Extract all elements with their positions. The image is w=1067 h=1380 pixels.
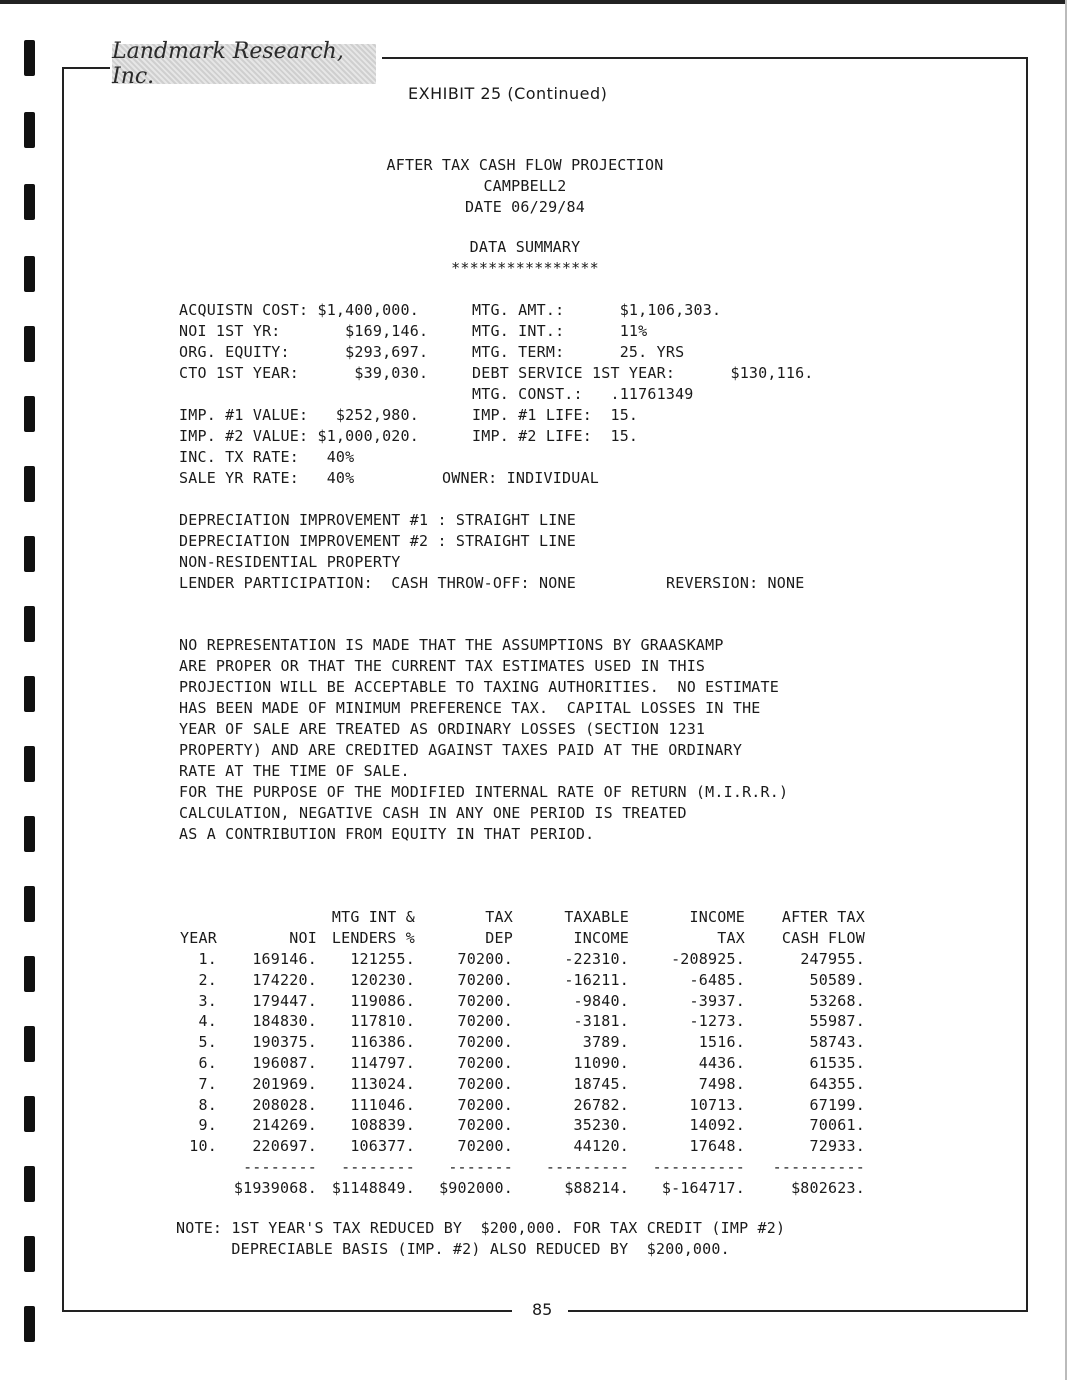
binder-hole bbox=[24, 184, 35, 220]
disclaimer-line: AS A CONTRIBUTION FROM EQUITY IN THAT PERIOD. bbox=[179, 825, 595, 843]
table-cell: 3. bbox=[198, 991, 217, 1010]
binder-holes bbox=[0, 0, 40, 1380]
table-row bbox=[180, 990, 865, 1011]
table-cell: 70200. bbox=[457, 1137, 513, 1156]
company-logo: Landmark Research, Inc. bbox=[112, 44, 376, 84]
table-cell: -9840. bbox=[573, 991, 629, 1010]
table-cell: 7498. bbox=[698, 1074, 745, 1093]
mortgage-constant: MTG. CONST.: .11761349 bbox=[472, 385, 694, 403]
debt-service: DEBT SERVICE 1ST YEAR: $130,116. bbox=[472, 364, 814, 382]
table-cell: 53268. bbox=[809, 991, 865, 1010]
table-row bbox=[180, 1094, 865, 1115]
table-cell: 6. bbox=[198, 1053, 217, 1072]
table-cell: 11090. bbox=[573, 1053, 629, 1072]
binder-hole bbox=[24, 606, 35, 642]
report-date: DATE 06/29/84 bbox=[465, 198, 585, 216]
disclaimer-line: PROPERTY) AND ARE CREDITED AGAINST TAXES PAID AT THE ORDINARY bbox=[179, 741, 743, 759]
binder-hole bbox=[24, 1166, 35, 1202]
page-top-edge bbox=[0, 0, 1067, 4]
table-row bbox=[180, 1032, 865, 1053]
table-row bbox=[180, 949, 865, 970]
table-cell: 106377. bbox=[350, 1137, 415, 1156]
table-row bbox=[180, 1136, 865, 1157]
binder-hole bbox=[24, 40, 35, 76]
table-cell: $1148849. bbox=[331, 1178, 415, 1197]
table-cell: -22310. bbox=[564, 949, 629, 968]
table-cell: 67199. bbox=[809, 1095, 865, 1114]
disclaimer-line: NO REPRESENTATION IS MADE THAT THE ASSUMPTIONS BY GRAASKAMP bbox=[179, 636, 724, 654]
table-cell: 184830. bbox=[252, 1012, 317, 1031]
income-tax-rate: INC. TX RATE: 40% bbox=[179, 448, 355, 466]
frame-border bbox=[62, 67, 110, 69]
table-cell: -1273. bbox=[689, 1012, 745, 1031]
table-cell: 196087. bbox=[252, 1053, 317, 1072]
table-cell: 174220. bbox=[252, 970, 317, 989]
header-cell: CASH FLOW bbox=[781, 929, 865, 948]
noi-first-year: NOI 1ST YR: $169,146. bbox=[179, 322, 429, 340]
page-number: 85 bbox=[532, 1300, 553, 1319]
table-cell: 70200. bbox=[457, 1053, 513, 1072]
disclaimer-line: FOR THE PURPOSE OF THE MODIFIED INTERNAL RATE OF RETURN (M.I.R.R.) bbox=[179, 783, 789, 801]
disclaimer-line: CALCULATION, NEGATIVE CASH IN ANY ONE PERIOD IS TREATED bbox=[179, 804, 687, 822]
table-cell: 190375. bbox=[252, 1033, 317, 1052]
table-totals-row bbox=[180, 1177, 865, 1198]
table-row bbox=[180, 969, 865, 990]
table-cell: 8. bbox=[198, 1095, 217, 1114]
improvement-1-life: IMP. #1 LIFE: 15. bbox=[472, 406, 639, 424]
table-cell: $902000. bbox=[439, 1178, 513, 1197]
binder-hole bbox=[24, 816, 35, 852]
table-cell: 64355. bbox=[809, 1074, 865, 1093]
section-underline: **************** bbox=[451, 259, 599, 277]
table-cell: 214269. bbox=[252, 1116, 317, 1135]
table-cell: ------- bbox=[448, 1157, 513, 1176]
table-cell: 61535. bbox=[809, 1053, 865, 1072]
table-cell: 5. bbox=[198, 1033, 217, 1052]
frame-border bbox=[568, 1310, 1028, 1312]
table-cell: 10. bbox=[189, 1137, 217, 1156]
header-cell: INCOME bbox=[573, 929, 629, 948]
header-cell: TAX bbox=[485, 908, 513, 927]
table-cell: 50589. bbox=[809, 970, 865, 989]
table-cell: 70061. bbox=[809, 1116, 865, 1135]
table-cell: -3181. bbox=[573, 1012, 629, 1031]
table-cell: 26782. bbox=[573, 1095, 629, 1114]
table-cell: 9. bbox=[198, 1116, 217, 1135]
table-row bbox=[180, 1073, 865, 1094]
disclaimer-line: RATE AT THE TIME OF SALE. bbox=[179, 762, 410, 780]
table-cell: $88214. bbox=[564, 1178, 629, 1197]
table-cell: 70200. bbox=[457, 1033, 513, 1052]
table-cell: 111046. bbox=[350, 1095, 415, 1114]
mortgage-interest: MTG. INT.: 11% bbox=[472, 322, 648, 340]
binder-hole bbox=[24, 466, 35, 502]
table-cell: 70200. bbox=[457, 1012, 513, 1031]
binder-hole bbox=[24, 536, 35, 572]
table-cell: 113024. bbox=[350, 1074, 415, 1093]
frame-border bbox=[62, 67, 64, 1311]
table-header-row bbox=[180, 907, 865, 928]
table-cell bbox=[180, 1177, 217, 1198]
binder-hole bbox=[24, 746, 35, 782]
table-cell: 4. bbox=[198, 1012, 217, 1031]
table-cell: -------- bbox=[341, 1157, 415, 1176]
header-cell: NOI bbox=[289, 929, 317, 948]
binder-hole bbox=[24, 112, 35, 148]
table-row bbox=[180, 1053, 865, 1074]
header-cell: MTG INT & bbox=[331, 908, 415, 927]
property-type: NON-RESIDENTIAL PROPERTY bbox=[179, 553, 401, 571]
table-cell: -16211. bbox=[564, 970, 629, 989]
table-cell: 44120. bbox=[573, 1137, 629, 1156]
table-cell: 208028. bbox=[252, 1095, 317, 1114]
frame-border bbox=[382, 57, 1028, 59]
disclaimer-line: HAS BEEN MADE OF MINIMUM PREFERENCE TAX. CAPITAL LOSSES IN THE bbox=[179, 699, 761, 717]
depreciation-improvement-2: DEPRECIATION IMPROVEMENT #2 : STRAIGHT LINE bbox=[179, 532, 576, 550]
binder-hole bbox=[24, 676, 35, 712]
table-cell: ---------- bbox=[652, 1157, 745, 1176]
table-cell: 117810. bbox=[350, 1012, 415, 1031]
disclaimer-line: ARE PROPER OR THAT THE CURRENT TAX ESTIMATES USED IN THIS bbox=[179, 657, 706, 675]
header-cell: INCOME bbox=[689, 908, 745, 927]
improvement-1-value: IMP. #1 VALUE: $252,980. bbox=[179, 406, 419, 424]
header-cell: TAXABLE bbox=[564, 908, 629, 927]
report-title: AFTER TAX CASH FLOW PROJECTION bbox=[386, 156, 664, 174]
table-cell: -3937. bbox=[689, 991, 745, 1010]
table-cell: -------- bbox=[243, 1157, 317, 1176]
table-row bbox=[180, 1115, 865, 1136]
acquisition-cost: ACQUISTN COST: $1,400,000. bbox=[179, 301, 419, 319]
sale-year-rate: SALE YR RATE: 40% bbox=[179, 469, 355, 487]
table-cell: -6485. bbox=[689, 970, 745, 989]
note-line: DEPRECIABLE BASIS (IMP. #2) ALSO REDUCED BY $200,000. bbox=[176, 1240, 730, 1258]
note-line: NOTE: 1ST YEAR'S TAX REDUCED BY $200,000. FOR TAX CREDIT (IMP #2) bbox=[176, 1219, 786, 1237]
binder-hole bbox=[24, 886, 35, 922]
header-cell: AFTER TAX bbox=[781, 908, 865, 927]
table-cell: 3789. bbox=[582, 1033, 629, 1052]
table-cell: 220697. bbox=[252, 1137, 317, 1156]
table-cell: 2. bbox=[198, 970, 217, 989]
cto-first-year: CTO 1ST YEAR: $39,030. bbox=[179, 364, 429, 382]
reversion: REVERSION: NONE bbox=[666, 574, 805, 592]
binder-hole bbox=[24, 326, 35, 362]
header-cell: LENDERS % bbox=[331, 929, 415, 948]
lender-participation: LENDER PARTICIPATION: CASH THROW-OFF: NONE bbox=[179, 574, 576, 592]
table-row bbox=[180, 1011, 865, 1032]
owner-type: OWNER: INDIVIDUAL bbox=[442, 469, 599, 487]
disclaimer-line: YEAR OF SALE ARE TREATED AS ORDINARY LOSSES (SECTION 1231 bbox=[179, 720, 706, 738]
table-cell: 10713. bbox=[689, 1095, 745, 1114]
table-cell: 70200. bbox=[457, 1095, 513, 1114]
table-cell: 7. bbox=[198, 1074, 217, 1093]
table-cell: -208925. bbox=[671, 949, 745, 968]
table-header-row bbox=[180, 928, 865, 949]
disclaimer-line: PROJECTION WILL BE ACCEPTABLE TO TAXING AUTHORITIES. NO ESTIMATE bbox=[179, 678, 779, 696]
cash-flow-table bbox=[180, 907, 865, 1198]
table-cell: 14092. bbox=[689, 1116, 745, 1135]
table-rule-row bbox=[180, 1157, 865, 1178]
header-cell: TAX bbox=[717, 929, 745, 948]
table-cell: 120230. bbox=[350, 970, 415, 989]
table-cell: 35230. bbox=[573, 1116, 629, 1135]
table-cell: 72933. bbox=[809, 1137, 865, 1156]
section-heading: DATA SUMMARY bbox=[469, 238, 581, 256]
table-cell: 70200. bbox=[457, 970, 513, 989]
frame-border bbox=[62, 1310, 512, 1312]
table-cell: 119086. bbox=[350, 991, 415, 1010]
binder-hole bbox=[24, 396, 35, 432]
binder-hole bbox=[24, 256, 35, 292]
table-cell: 114797. bbox=[350, 1053, 415, 1072]
binder-hole bbox=[24, 956, 35, 992]
mortgage-term: MTG. TERM: 25. YRS bbox=[472, 343, 685, 361]
table-cell: 4436. bbox=[698, 1053, 745, 1072]
table-cell: 108839. bbox=[350, 1116, 415, 1135]
table-cell: 121255. bbox=[350, 949, 415, 968]
table-cell: 70200. bbox=[457, 991, 513, 1010]
header-cell: YEAR bbox=[180, 929, 217, 948]
improvement-2-value: IMP. #2 VALUE: $1,000,020. bbox=[179, 427, 419, 445]
table-cell bbox=[180, 1157, 217, 1178]
table-cell: 169146. bbox=[252, 949, 317, 968]
depreciation-improvement-1: DEPRECIATION IMPROVEMENT #1 : STRAIGHT LINE bbox=[179, 511, 576, 529]
table-cell: 201969. bbox=[252, 1074, 317, 1093]
table-cell: 70200. bbox=[457, 1116, 513, 1135]
table-cell: ---------- bbox=[772, 1157, 865, 1176]
table-cell: $802623. bbox=[791, 1178, 865, 1197]
table-cell: 70200. bbox=[457, 1074, 513, 1093]
original-equity: ORG. EQUITY: $293,697. bbox=[179, 343, 429, 361]
header-cell: DEP bbox=[485, 929, 513, 948]
table-cell: 55987. bbox=[809, 1012, 865, 1031]
table-cell: 1. bbox=[198, 949, 217, 968]
binder-hole bbox=[24, 1026, 35, 1062]
table-cell: --------- bbox=[545, 1157, 629, 1176]
table-cell: 18745. bbox=[573, 1074, 629, 1093]
table-cell: 1516. bbox=[698, 1033, 745, 1052]
project-name: CAMPBELL2 bbox=[483, 177, 567, 195]
table-cell: 116386. bbox=[350, 1033, 415, 1052]
binder-hole bbox=[24, 1306, 35, 1342]
binder-hole bbox=[24, 1236, 35, 1272]
table-cell: $-164717. bbox=[661, 1178, 745, 1197]
table-cell: 58743. bbox=[809, 1033, 865, 1052]
table-cell: 17648. bbox=[689, 1137, 745, 1156]
header-cell bbox=[180, 907, 217, 928]
exhibit-title: EXHIBIT 25 (Continued) bbox=[408, 84, 608, 103]
table-cell: 179447. bbox=[252, 991, 317, 1010]
binder-hole bbox=[24, 1096, 35, 1132]
table-cell: 247955. bbox=[800, 949, 865, 968]
header-cell bbox=[217, 907, 317, 928]
frame-border bbox=[1026, 57, 1028, 1311]
improvement-2-life: IMP. #2 LIFE: 15. bbox=[472, 427, 639, 445]
table-cell: $1939068. bbox=[233, 1178, 317, 1197]
table-cell: 70200. bbox=[457, 949, 513, 968]
mortgage-amount: MTG. AMT.: $1,106,303. bbox=[472, 301, 722, 319]
